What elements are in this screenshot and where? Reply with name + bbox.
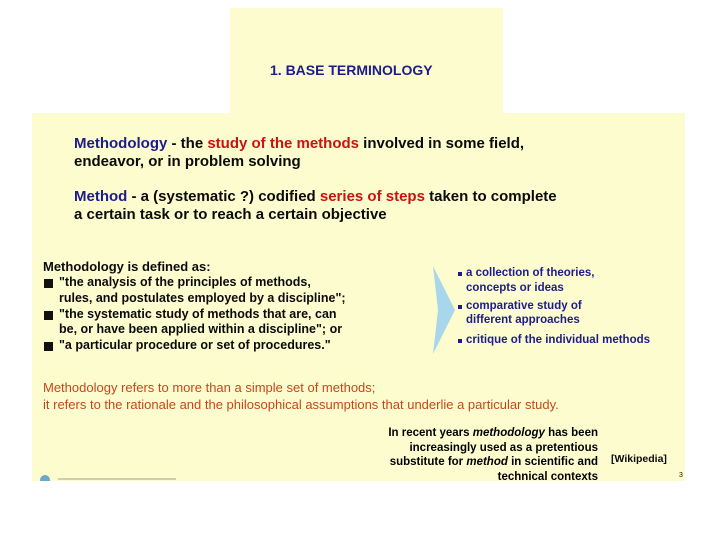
- note-line-3: substitute for method in scientific and: [389, 456, 598, 468]
- right-bullet-1-line2: concepts or ideas: [466, 282, 564, 294]
- method-term: Method: [74, 188, 128, 205]
- bullet-dot-icon: [458, 305, 462, 309]
- slide-title: 1. BASE TERMINOLOGY: [270, 62, 433, 78]
- wikipedia-note: [388, 428, 598, 483]
- defined-as-heading: Methodology is defined as:: [43, 259, 211, 274]
- methodology-definition-line2: endeavor, or in problem solving: [74, 153, 301, 170]
- defined-item-1-line1: "the analysis of the principles of methods,: [59, 275, 311, 289]
- refers-line-1: Methodology refers to more than a simple set of methods;: [43, 380, 376, 395]
- right-bullet-2-line1: comparative study of: [466, 300, 582, 312]
- defined-item-2-line1: "the systematic study of methods that are, can: [59, 307, 337, 321]
- note-line-4: technical contexts: [497, 470, 598, 483]
- page-number: 3: [679, 472, 683, 479]
- bullet-dot-icon: [458, 339, 462, 343]
- refers-line-2: it refers to the rationale and the philosophical assumptions that underlie a particular study.: [43, 397, 559, 412]
- right-bullet-1-line1: a collection of theories,: [466, 267, 595, 279]
- right-bullet-3-line1: critique of the individual methods: [466, 334, 651, 346]
- bullet-dot-icon: [458, 272, 462, 276]
- methodology-highlight: study of the methods: [207, 135, 359, 152]
- note-line-2: increasingly used as a pretentious: [409, 441, 598, 454]
- right-bullet-2-line2: different approaches: [466, 314, 580, 326]
- defined-item-3-line1: "a particular procedure or set of procedures.": [59, 338, 331, 352]
- right-arrow-icon: [433, 266, 455, 354]
- bullet-square-icon: [44, 342, 53, 351]
- methodology-term: Methodology: [74, 135, 168, 152]
- bullet-square-icon: [44, 279, 53, 288]
- defined-item-1-line2: rules, and postulates employed by a discipline";: [59, 291, 346, 305]
- footer-logo-icon: [40, 475, 50, 481]
- bullet-square-icon: [44, 311, 53, 320]
- methodology-definition: Methodology - the study of the methods involved in some field,: [74, 135, 525, 152]
- note-line-1: In recent years methodology has been: [388, 427, 598, 439]
- method-highlight: series of steps: [319, 188, 425, 205]
- defined-item-2-line2: be, or have been applied within a discipline"; or: [59, 322, 343, 336]
- wikipedia-source: [Wikipedia]: [611, 453, 667, 465]
- footer-mark: [58, 478, 176, 480]
- method-definition: Method - a (systematic ?) codified series of steps taken to complete: [74, 188, 557, 205]
- method-definition-line2: a certain task or to reach a certain objective: [74, 206, 387, 223]
